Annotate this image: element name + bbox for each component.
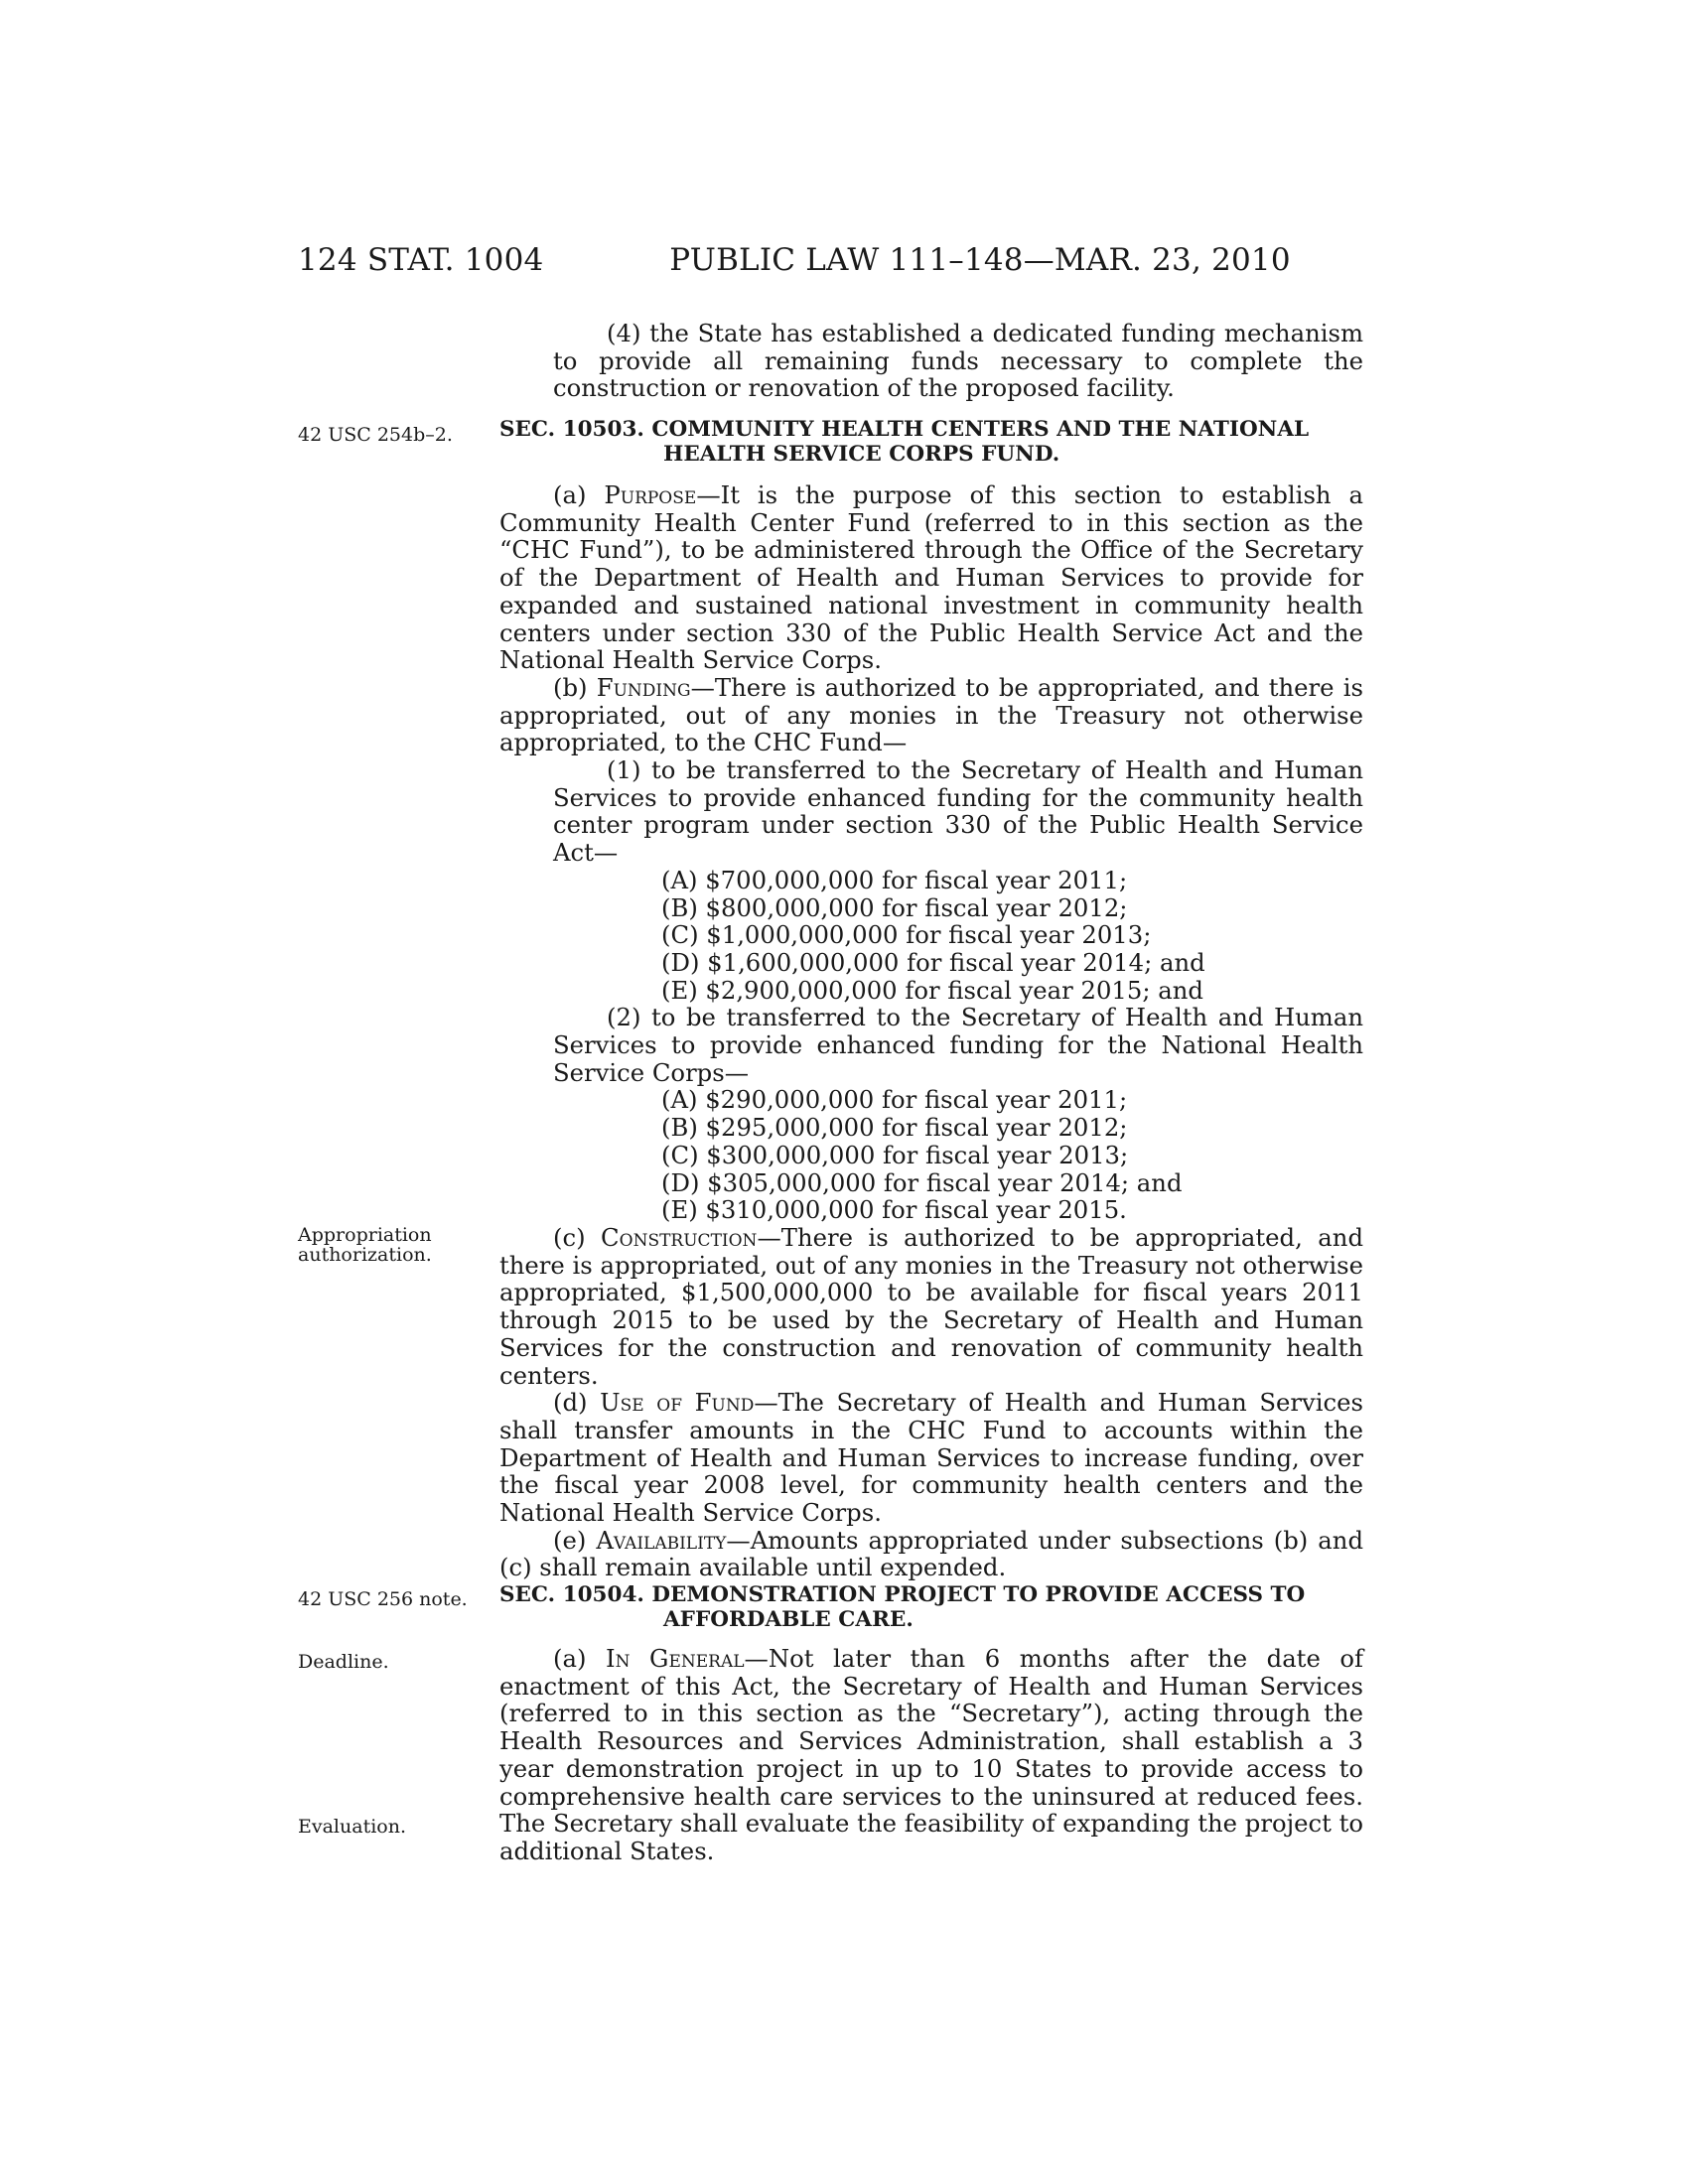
b2-item-a: (A) $290,000,000 for fiscal year 2011;	[661, 1085, 1128, 1115]
b1-item-c: (C) $1,000,000,000 for fiscal year 2013;	[661, 920, 1152, 950]
subsection-b-paragraph-2: (2) to be transferred to the Secretary of Health and Human Services to provide enhanced funding for the National Health Service Corps—	[553, 1003, 1363, 1087]
subsection-e-availability	[499, 1527, 1363, 1581]
subsection-d-use-of-fund	[499, 1389, 1363, 1527]
stat-page-reference: 124 STAT. 1004	[298, 242, 544, 278]
margin-note-usc-10503: 42 USC 254b–2.	[298, 424, 453, 446]
b1-item-b: (B) $800,000,000 for fiscal year 2012;	[661, 892, 1128, 922]
subsection-a-text: —It is the purpose of this section to establish a Community Health Center Fund (referred to in this section as the “CHC Fund”), to be administered through the Office of the Secretary of the Department of Health and Human Services to provide for expanded and sustained national investment in community health centers under section 330 of the Public Health Service Act and the National Health Service Corps.	[499, 480, 1363, 675]
margin-note-deadline: Deadline.	[298, 1651, 389, 1673]
subsection-e-text: —Amounts appropriated under subsections (b) and (c) shall remain available until expended.	[499, 1525, 1363, 1582]
subsection-b-title: Funding	[596, 672, 691, 702]
section-10504-heading-line1: SEC. 10504. DEMONSTRATION PROJECT TO PROVIDE ACCESS TO	[499, 1582, 1306, 1607]
section-10504-a-label: (a)	[553, 1644, 607, 1673]
subsection-a-label: (a)	[553, 480, 605, 509]
subsection-e-title: Availability	[596, 1525, 727, 1555]
section-10503-heading-line2: HEALTH SERVICE CORPS FUND.	[663, 442, 1060, 467]
b1-item-e: (E) $2,900,000,000 for fiscal year 2015; and	[661, 975, 1203, 1005]
margin-note-usc-10504: 42 USC 256 note.	[298, 1588, 468, 1610]
section-10504-body	[499, 1645, 1363, 1865]
b2-item-b: (B) $295,000,000 for fiscal year 2012;	[661, 1113, 1128, 1143]
subsection-b-funding	[499, 674, 1363, 756]
subsection-c-title: Construction	[601, 1222, 758, 1252]
section-10503-body	[499, 481, 1363, 1581]
b1-item-d: (D) $1,600,000,000 for fiscal year 2014; and	[661, 947, 1205, 977]
section-10503-heading-line1: SEC. 10503. COMMUNITY HEALTH CENTERS AND THE NATIONAL	[499, 417, 1310, 442]
subsection-d-label: (d)	[553, 1388, 601, 1418]
subsection-b-paragraph-1: (1) to be transferred to the Secretary of Health and Human Services to provide enhanced funding for the community health center program under section 330 of the Public Health Service Act—	[553, 755, 1363, 868]
b1-item-a: (A) $700,000,000 for fiscal year 2011;	[661, 865, 1128, 894]
subsection-d-text: —The Secretary of Health and Human Services shall transfer amounts in the CHC Fund to accounts within the Department of Health and Human Services to increase funding, over the fiscal year 2008 level, for community health centers and the National Health Service Corps.	[499, 1388, 1363, 1528]
section-10504-a-text: —Not later than 6 months after the date of enactment of this Act, the Secretary of Health and Human Services (referred to in this section as the “Secretary”), acting through the Health Resources and Services Administration, shall establish a 3 year demonstration project in up to 10 States to provide access to comprehensive health care services to the uninsured at reduced fees. The Secretary shall evaluate the feasibility of expanding the project to additional States.	[499, 1644, 1364, 1865]
subsection-b-label: (b)	[553, 672, 597, 702]
section-10504-heading-line2: AFFORDABLE CARE.	[663, 1607, 914, 1632]
section-10504-a-title: In General	[606, 1644, 745, 1673]
subsection-c-text: —There is authorized to be appropriated, and there is appropriated, out of any monies in the Treasury not otherwise appropriated, $1,500,000,000 to be available for fiscal years 2011 through 2015 to be used by the Secretary of Health and Human Services for the construction and renovation of community health centers.	[499, 1222, 1363, 1390]
subsection-c-construction	[499, 1224, 1363, 1389]
public-law-title: PUBLIC LAW 111–148—MAR. 23, 2010	[669, 242, 1291, 278]
subsection-d-title: Use of Fund	[600, 1388, 755, 1418]
b2-item-d: (D) $305,000,000 for fiscal year 2014; and	[661, 1167, 1183, 1197]
subsection-a-purpose	[499, 481, 1363, 674]
section-10504-heading	[499, 1582, 1363, 1632]
margin-note-appropriation-authorization: Appropriation authorization.	[298, 1224, 432, 1266]
paragraph-4-text: (4) the State has established a dedicated funding mechanism to provide all remaining funds necessary to complete the construction or renovation of the proposed facility.	[553, 319, 1363, 403]
margin-note-evaluation: Evaluation.	[298, 1816, 406, 1838]
subsection-c-label: (c)	[553, 1222, 602, 1252]
section-10504-subsection-a	[499, 1645, 1363, 1865]
subsection-e-label: (e)	[553, 1525, 597, 1555]
subsection-a-title: Purpose	[604, 480, 697, 509]
b2-item-e: (E) $310,000,000 for fiscal year 2015.	[661, 1195, 1127, 1225]
paragraph-4	[499, 320, 1363, 402]
subsection-b-text: —There is authorized to be appropriated, and there is appropriated, out of any monies in the Treasury not otherwise appropriated, to the CHC Fund—	[499, 672, 1363, 757]
b2-item-c: (C) $300,000,000 for fiscal year 2013;	[661, 1140, 1129, 1169]
section-10503-heading	[499, 417, 1363, 467]
